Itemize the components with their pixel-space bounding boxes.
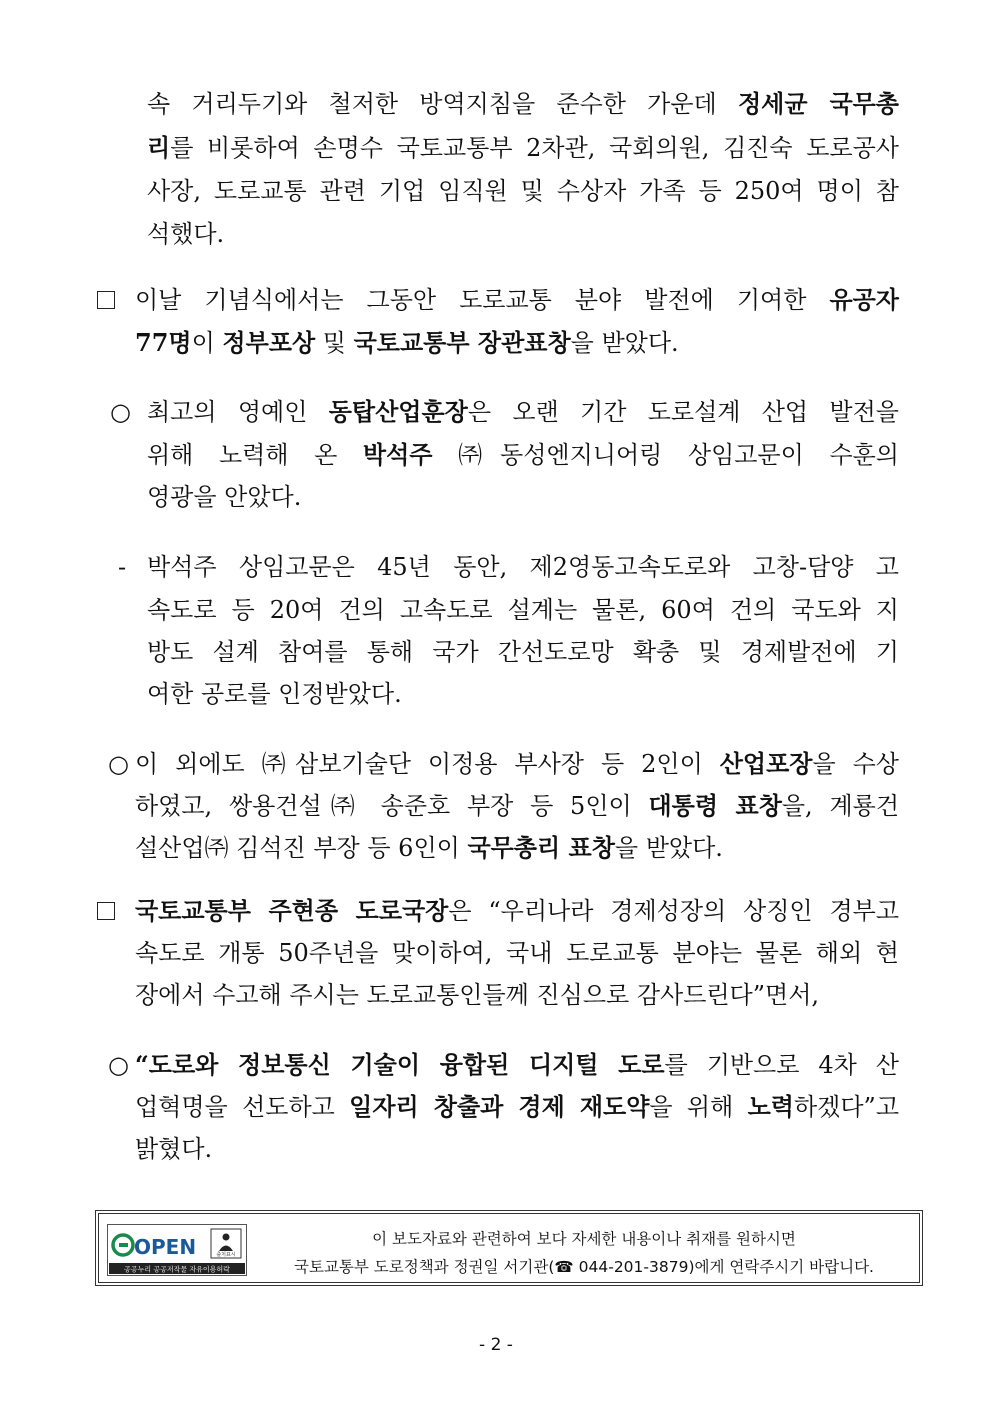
text-line: 속도로 개통 50주년을 맞이하여, 국내 도로교통 분야는 물론 해외 현: [135, 939, 899, 967]
text-line: 최고의 영예인 동탑산업훈장은 오랜 기간 도로설계 산업 발전을: [147, 397, 899, 426]
text-line: 위해 노력해 온 박석주 ㈜동성엔지니어링 상임고문이 수훈의: [147, 440, 899, 469]
text-line: 이날 기념식에서는 그동안 도로교통 분야 발전에 기여한 유공자: [135, 285, 899, 314]
kogl-open-license-logo: [107, 1224, 247, 1276]
phone-icon: ☎: [554, 1258, 574, 1276]
contact-line-2: 국토교통부 도로정책과 정권일 서기관(☎ 044-201-3879)에게 연락주시기 바랍니다.: [294, 1258, 874, 1276]
text-line: 이 외에도 ㈜삼보기술단 이정용 부사장 등 2인이 산업포장을 수상: [135, 749, 899, 778]
circle-bullet: ○: [108, 1051, 129, 1079]
text-line: 하였고, 쌍용건설㈜ 송준호 부장 등 5인이 대통령 표창을, 계룡건: [135, 791, 899, 820]
text-line: “도로와 정보통신 기술이 융합된 디지털 도로를 기반으로 4차 산: [135, 1050, 899, 1079]
contact-line-1: 이 보도자료와 관련하여 보다 자세한 내용이나 취재를 원하시면: [372, 1230, 796, 1248]
contact-info-box: [95, 1210, 923, 1286]
text-line: 밝혔다.: [135, 1135, 213, 1163]
open-license-icon: [107, 1224, 247, 1276]
square-bullet-icon: [97, 902, 115, 920]
text-line: 업혁명을 선도하고 일자리 창출과 경제 재도약을 위해 노력하겠다”고: [135, 1092, 900, 1121]
page-number: - 2 -: [479, 1335, 513, 1355]
text-line: 장에서 수고해 주시는 도로교통인들께 진심으로 감사드린다”면서,: [135, 981, 820, 1009]
text-line: 방도 설계 참여를 통해 국가 간선도로망 확충 및 경제발전에 기: [147, 638, 899, 666]
text-line: 설산업㈜ 김석진 부장 등 6인이 국무총리 표창을 받았다.: [135, 833, 723, 862]
square-bullet-icon: [97, 291, 115, 309]
circle-bullet: ○: [108, 750, 129, 778]
logo-text: OPEN: [134, 1235, 197, 1259]
text-line: 속 거리두기와 철저한 방역지침을 준수한 가운데 정세균 국무총: [147, 89, 899, 118]
text-line: 리를 비롯하여 손명수 국토교통부 2차관, 국회의원, 김진숙 도로공사: [147, 133, 899, 162]
circle-bullet: ○: [110, 398, 131, 426]
text-line: 여한 공로를 인정받았다.: [147, 680, 402, 708]
text-line: 박석주 상임고문은 45년 동안, 제2영동고속도로와 고창-담양 고: [147, 553, 899, 581]
text-line: 77명이 정부포상 및 국토교통부 장관표창을 받았다.: [135, 328, 679, 357]
text-line: 국토교통부 주현종 도로국장은 “우리나라 경제성장의 상징인 경부고: [135, 896, 899, 925]
badge-text: 출처표시: [216, 1252, 236, 1258]
text-line: 사장, 도로교통 관련 기업 임직원 및 수상자 가족 등 250여 명이 참: [147, 177, 899, 205]
text-line: 속도로 등 20여 건의 고속도로 설계는 물론, 60여 건의 국도와 지: [147, 596, 899, 624]
dash-bullet: -: [118, 553, 127, 581]
text-line: 영광을 안았다.: [147, 483, 302, 511]
text-line: 석했다.: [147, 220, 225, 248]
logo-subtext: 공공누리 공공저작물 자유이용허락: [124, 1265, 230, 1274]
